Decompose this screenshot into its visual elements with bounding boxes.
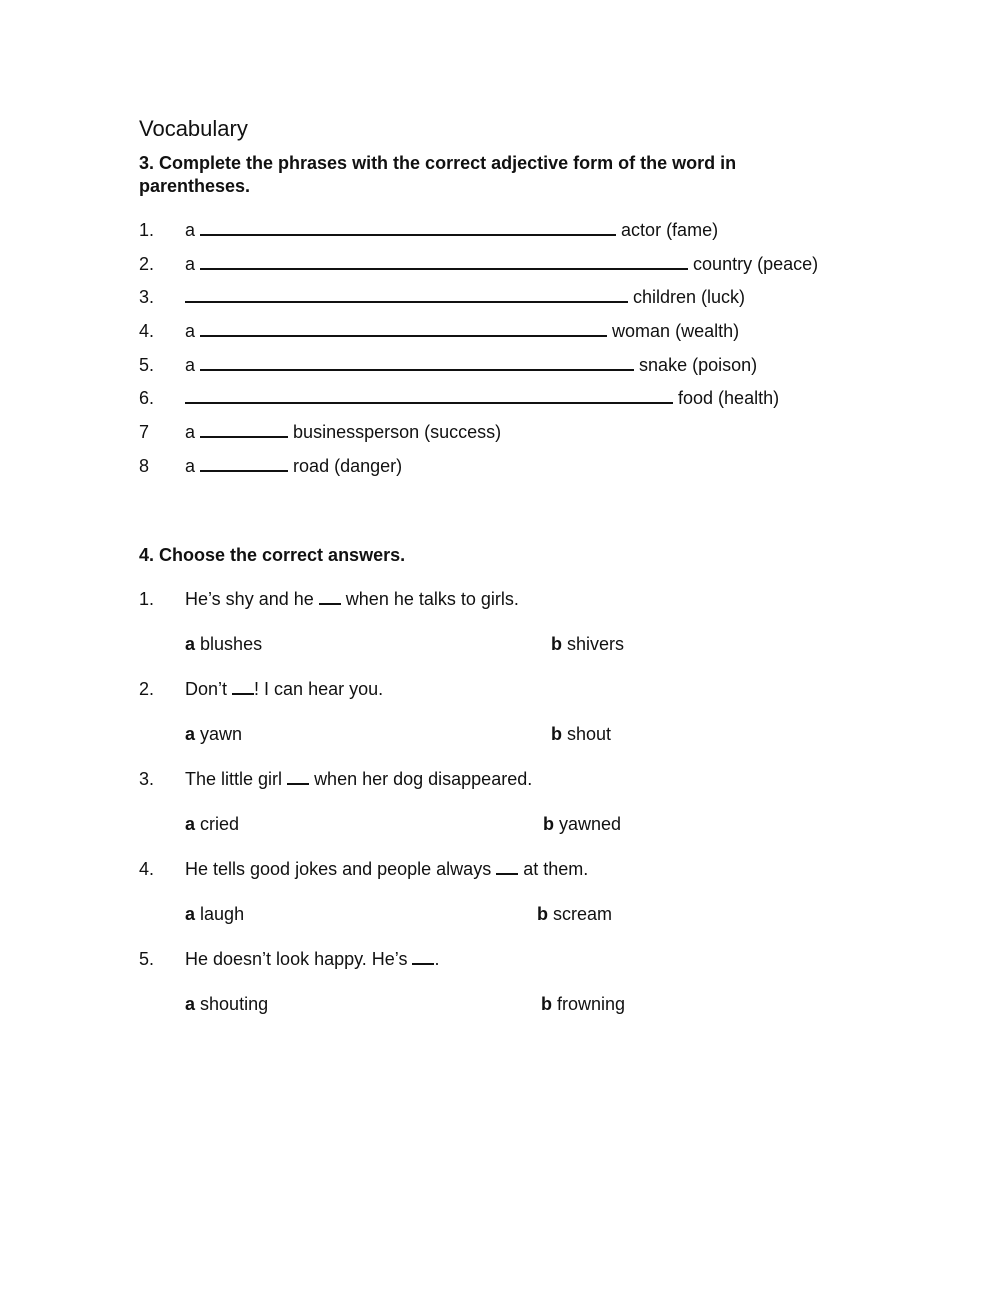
answer-blank[interactable] xyxy=(496,857,518,875)
answer-blank[interactable] xyxy=(287,767,309,785)
answer-blank[interactable] xyxy=(412,947,434,965)
question-1 xyxy=(185,587,519,611)
option-label: b xyxy=(543,814,554,834)
question-1-number: 1. xyxy=(139,589,155,609)
question-2-number: 2. xyxy=(139,679,155,699)
item-prefix: a xyxy=(185,321,196,341)
item-suffix: actor (fame) xyxy=(621,220,719,240)
option-a[interactable] xyxy=(185,992,268,1016)
question-text-before: He’s shy and he xyxy=(185,589,314,609)
item-3-5 xyxy=(185,353,757,377)
item-3-8-number: 8 xyxy=(139,456,150,476)
option-b[interactable] xyxy=(537,902,612,926)
question-4 xyxy=(185,857,588,881)
answer-blank[interactable] xyxy=(200,420,288,438)
item-3-1 xyxy=(185,218,718,242)
option-text: shivers xyxy=(567,634,625,654)
item-prefix: a xyxy=(185,254,196,274)
question-5 xyxy=(185,947,440,971)
question-3 xyxy=(185,767,532,791)
item-3-7-number: 7 xyxy=(139,422,150,442)
option-text: cried xyxy=(200,814,240,834)
item-prefix: a xyxy=(185,456,196,476)
question-5-number: 5. xyxy=(139,949,155,969)
item-3-5-number: 5. xyxy=(139,355,155,375)
question-3-number: 3. xyxy=(139,769,155,789)
item-3-4-number: 4. xyxy=(139,321,155,341)
item-3-2 xyxy=(185,252,818,276)
item-suffix: children (luck) xyxy=(633,287,746,307)
item-suffix: woman (wealth) xyxy=(612,321,740,341)
option-text: yawn xyxy=(200,724,243,744)
page-title: Vocabulary xyxy=(139,116,248,141)
option-label: b xyxy=(541,994,552,1014)
question-2 xyxy=(185,677,383,701)
answer-blank[interactable] xyxy=(200,218,616,236)
question-text-after: ! I can hear you. xyxy=(254,679,384,699)
question-text-before: Don’t xyxy=(185,679,228,699)
item-3-3 xyxy=(185,285,745,309)
option-a[interactable] xyxy=(185,632,262,656)
option-label: b xyxy=(537,904,548,924)
question-text-after: . xyxy=(434,949,440,969)
item-prefix: a xyxy=(185,422,196,442)
option-label: a xyxy=(185,994,196,1014)
answer-blank[interactable] xyxy=(185,386,673,404)
option-b[interactable] xyxy=(541,992,625,1016)
option-label: b xyxy=(551,634,562,654)
question-text-after: when he talks to girls. xyxy=(345,589,519,609)
answer-blank[interactable] xyxy=(319,587,341,605)
item-3-8 xyxy=(185,454,402,478)
answer-blank[interactable] xyxy=(232,677,254,695)
option-label: a xyxy=(185,634,196,654)
item-suffix: snake (poison) xyxy=(639,355,758,375)
item-3-6 xyxy=(185,386,779,410)
option-a[interactable] xyxy=(185,902,244,926)
answer-blank[interactable] xyxy=(200,252,688,270)
question-text-before: He doesn’t look happy. He’s xyxy=(185,949,408,969)
item-suffix: businessperson (success) xyxy=(293,422,502,442)
option-label: b xyxy=(551,724,562,744)
item-3-6-number: 6. xyxy=(139,388,155,408)
option-text: blushes xyxy=(200,634,263,654)
question-4-number: 4. xyxy=(139,859,155,879)
section-4-instruction: 4. Choose the correct answers. xyxy=(139,545,406,565)
question-text-before: The little girl xyxy=(185,769,283,789)
answer-blank[interactable] xyxy=(200,454,288,472)
answer-blank[interactable] xyxy=(185,285,628,303)
option-label: a xyxy=(185,814,196,834)
option-text: shout xyxy=(567,724,612,744)
option-text: laugh xyxy=(200,904,245,924)
item-3-2-number: 2. xyxy=(139,254,155,274)
item-3-3-number: 3. xyxy=(139,287,155,307)
option-text: scream xyxy=(553,904,613,924)
option-b[interactable] xyxy=(551,722,611,746)
option-a[interactable] xyxy=(185,812,239,836)
option-text: yawned xyxy=(559,814,622,834)
answer-blank[interactable] xyxy=(200,353,634,371)
option-text: frowning xyxy=(557,994,626,1014)
option-b[interactable] xyxy=(551,632,624,656)
option-b[interactable] xyxy=(543,812,621,836)
option-a[interactable] xyxy=(185,722,242,746)
item-prefix: a xyxy=(185,220,196,240)
section-3-instruction: 3. Complete the phrases with the correct adjective form of the word in parentheses. xyxy=(139,153,737,196)
item-3-4 xyxy=(185,319,739,343)
item-3-1-number: 1. xyxy=(139,220,155,240)
question-text-before: He tells good jokes and people always xyxy=(185,859,492,879)
item-prefix: a xyxy=(185,355,196,375)
question-text-after: when her dog disappeared. xyxy=(314,769,533,789)
item-suffix: country (peace) xyxy=(693,254,819,274)
item-3-7 xyxy=(185,420,501,444)
answer-blank[interactable] xyxy=(200,319,607,337)
item-suffix: road (danger) xyxy=(293,456,403,476)
item-suffix: food (health) xyxy=(678,388,780,408)
option-label: a xyxy=(185,904,196,924)
option-text: shouting xyxy=(200,994,269,1014)
option-label: a xyxy=(185,724,196,744)
question-text-after: at them. xyxy=(523,859,589,879)
